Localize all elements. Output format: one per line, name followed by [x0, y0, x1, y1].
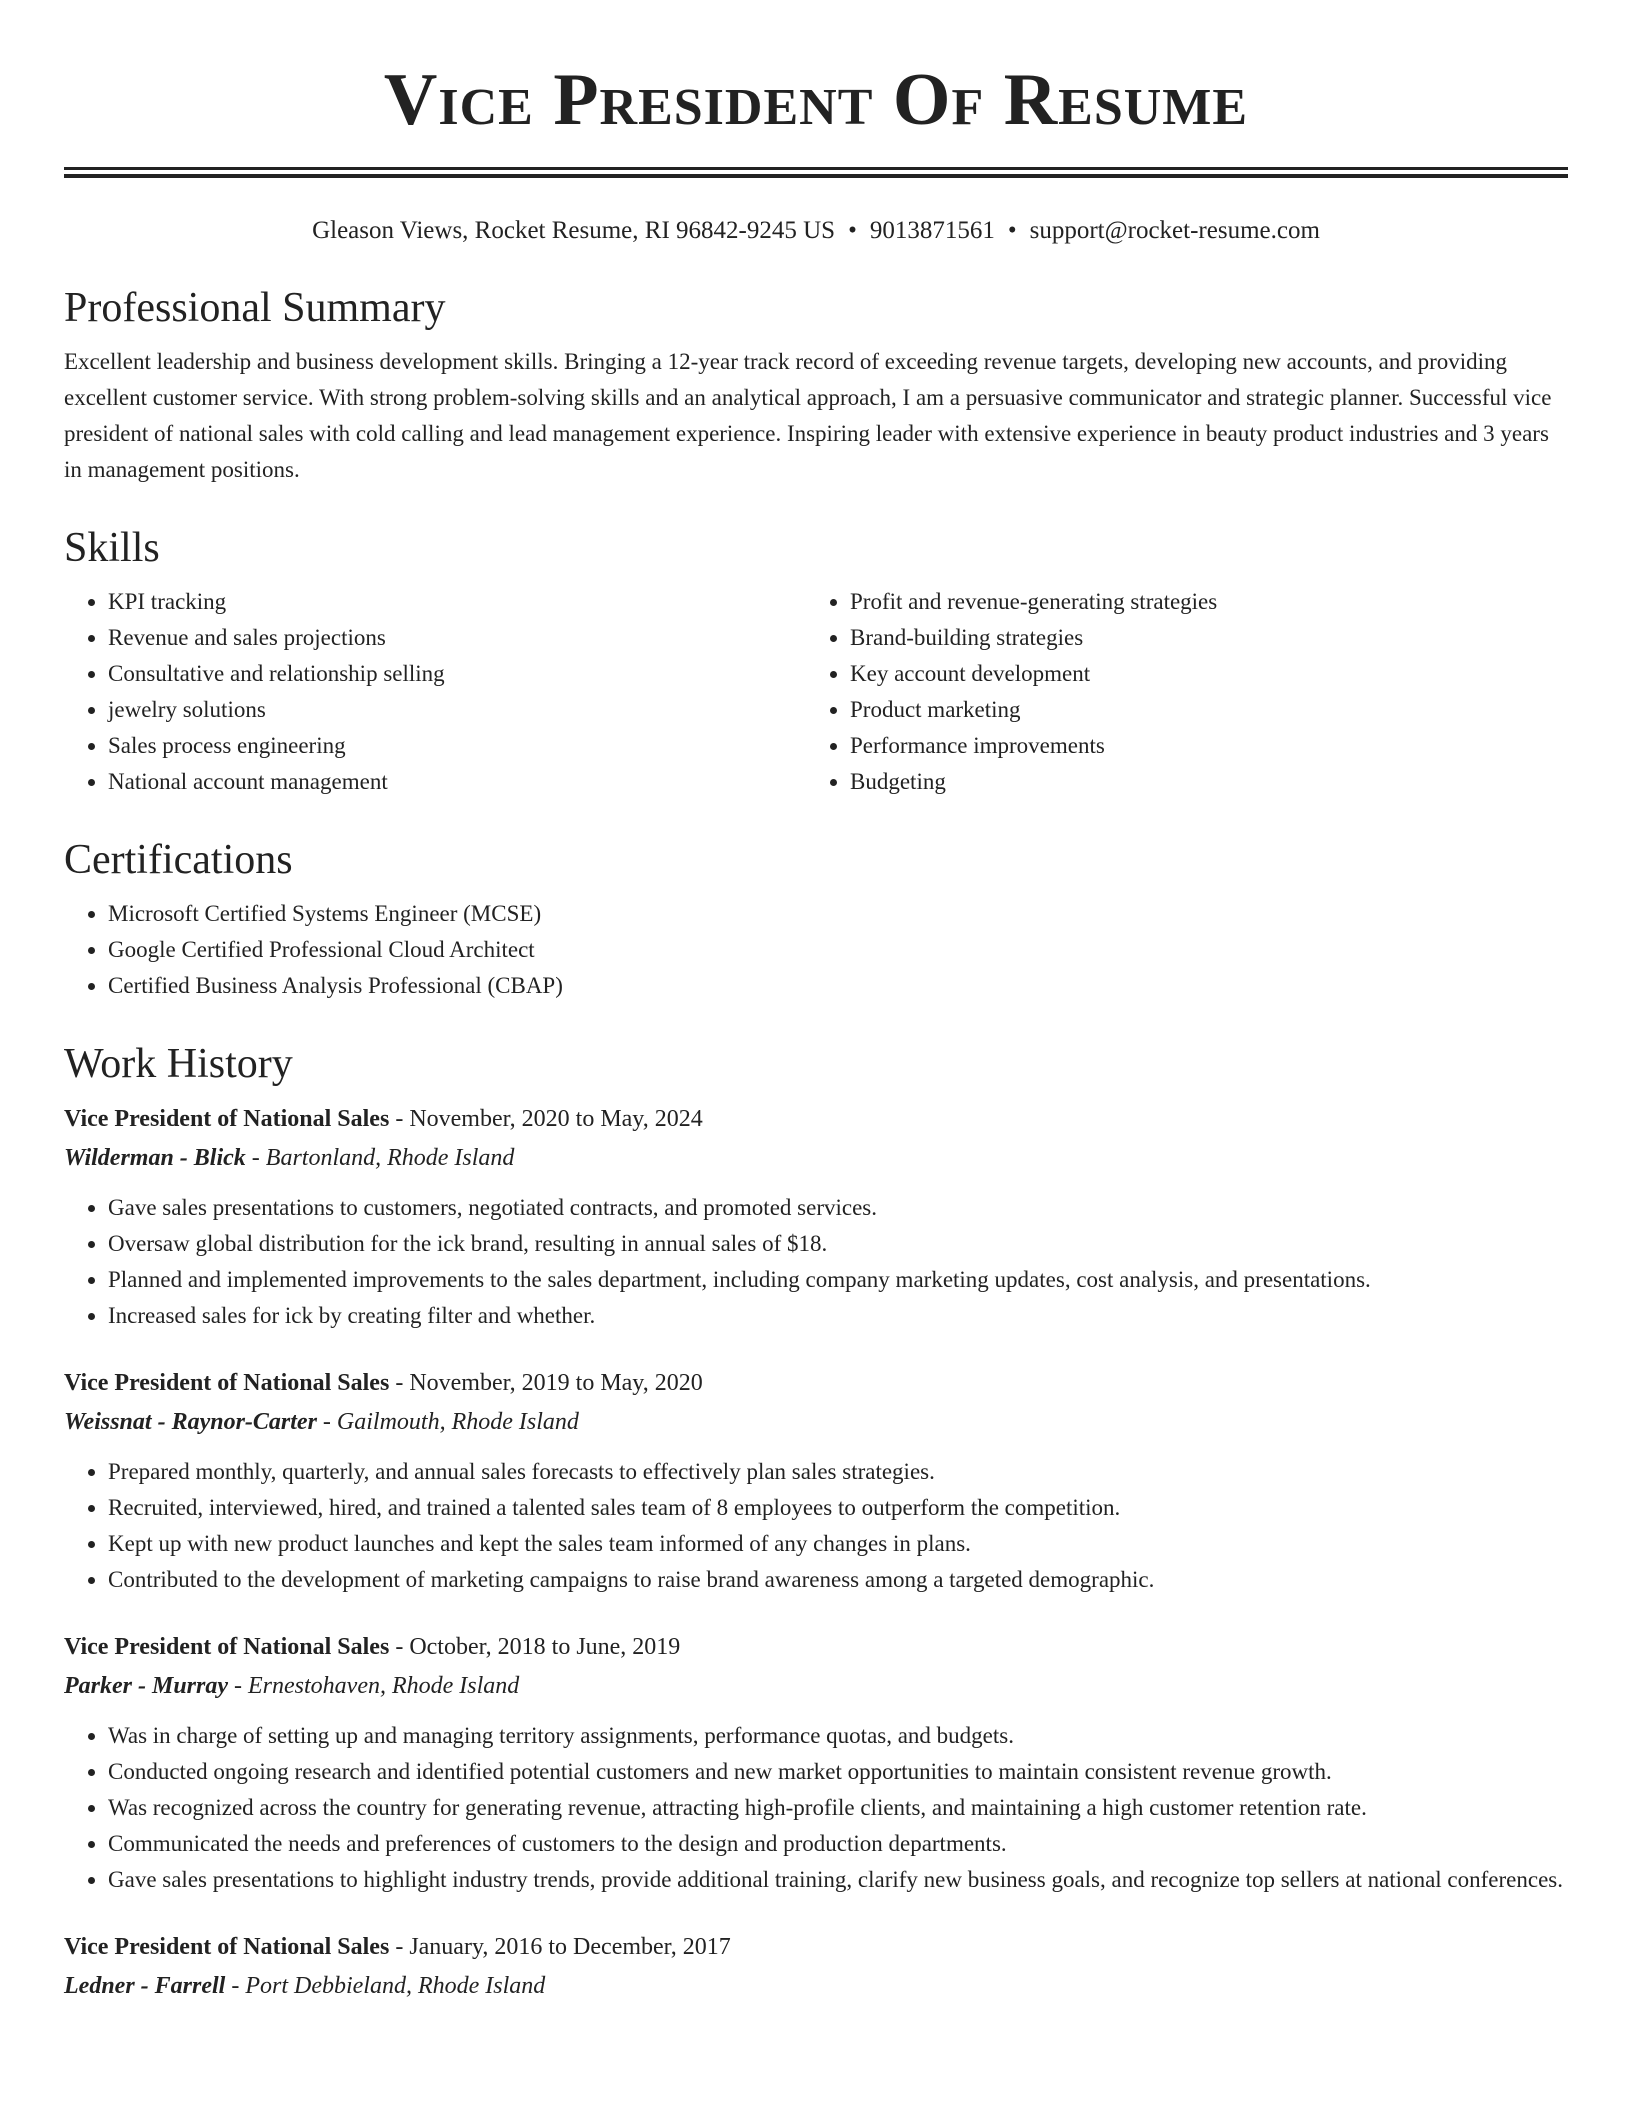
job-bullet: • Contributed to the development of marketing campaigns to raise brand awareness among a targeted demographic.: [108, 1562, 1568, 1598]
job-company-line: Wilderman - Blick - Bartonland, Rhode Island: [64, 1145, 515, 1171]
job-company: Parker - Murray: [64, 1673, 229, 1699]
job-location: Gailmouth, Rhode Island: [336, 1409, 579, 1435]
title-divider: [64, 167, 1568, 178]
job-bullet: • Kept up with new product launches and kept the sales team informed of any changes in plans.: [108, 1526, 1568, 1562]
job-title-line: Vice President of National Sales - January, 2016 to December, 2017: [64, 1934, 731, 1960]
skill-item: • Sales process engineering: [108, 728, 806, 764]
job-bullet: • Increased sales for ick by creating filter and whether.: [108, 1298, 1568, 1334]
job-company: Ledner - Farrell: [64, 1973, 226, 1999]
skill-item: • Product marketing: [850, 692, 1546, 728]
certification-item: • Certified Business Analysis Professional (CBAP): [108, 968, 1568, 1004]
contact-email: support@rocket-resume.com: [1029, 217, 1320, 244]
skills-list-left: [64, 584, 806, 800]
job-company-line: Ledner - Farrell - Port Debbieland, Rhode Island: [64, 1973, 546, 1999]
summary-heading: Professional Summary: [64, 285, 446, 331]
skill-item: • Brand-building strategies: [850, 620, 1546, 656]
job-bullet: • Was in charge of setting up and managing territory assignments, performance quotas, and budgets.: [108, 1718, 1568, 1754]
job-company-line: Weissnat - Raynor-Carter - Gailmouth, Rhode Island: [64, 1409, 579, 1435]
skill-item: • KPI tracking: [108, 584, 806, 620]
job-role: Vice President of National Sales: [64, 1634, 390, 1660]
job-entry: [64, 1928, 1568, 2006]
skill-item: • Key account development: [850, 656, 1546, 692]
job-dates: November, 2019 to May, 2020: [409, 1370, 703, 1396]
summary-section: [64, 282, 1568, 488]
certifications-heading: Certifications: [64, 837, 293, 883]
job-company: Weissnat - Raynor-Carter: [64, 1409, 317, 1435]
job-role: Vice President of National Sales: [64, 1934, 390, 1960]
job-dates: November, 2020 to May, 2024: [409, 1106, 703, 1132]
skill-item: • Budgeting: [850, 764, 1546, 800]
job-role: Vice President of National Sales: [64, 1106, 390, 1132]
job-bullet: • Gave sales presentations to highlight industry trends, provide additional training, clarify new business goals, and recognize top sellers at national conferences.: [108, 1862, 1568, 1898]
job-bullets: [64, 1718, 1568, 1898]
job-bullet: • Planned and implemented improvements to the sales department, including company marketing updates, cost analysis, and presentations.: [108, 1262, 1568, 1298]
skill-item: • National account management: [108, 764, 806, 800]
contact-phone: 9013871561: [869, 217, 995, 244]
skills-columns: [64, 584, 1568, 800]
contact-address: Gleason Views, Rocket Resume, RI 96842-9245 US: [312, 217, 836, 244]
job-entry: [64, 1364, 1568, 1598]
skill-item: • Consultative and relationship selling: [108, 656, 806, 692]
job-role: Vice President of National Sales: [64, 1370, 390, 1396]
job-bullets: [64, 1190, 1568, 1334]
skills-section: [64, 522, 1568, 800]
job-company-line: Parker - Murray - Ernestohaven, Rhode Island: [64, 1673, 520, 1699]
job-dates: January, 2016 to December, 2017: [409, 1934, 731, 1960]
skills-list-right: [806, 584, 1546, 800]
job-bullet: • Was recognized across the country for generating revenue, attracting high-profile clients, and maintaining a high customer retention rate.: [108, 1790, 1568, 1826]
skill-item: • Revenue and sales projections: [108, 620, 806, 656]
job-bullet: • Oversaw global distribution for the ick brand, resulting in annual sales of $18.: [108, 1226, 1568, 1262]
skill-item: • Profit and revenue-generating strategies: [850, 584, 1546, 620]
skill-item: • Performance improvements: [850, 728, 1546, 764]
certifications-section: [64, 834, 1568, 1004]
job-title-line: Vice President of National Sales - October, 2018 to June, 2019: [64, 1634, 681, 1660]
work-history-section: [64, 1038, 1568, 2006]
job-bullet: • Gave sales presentations to customers, negotiated contracts, and promoted services.: [108, 1190, 1568, 1226]
job-company: Wilderman - Blick: [64, 1145, 246, 1171]
skills-heading: Skills: [64, 525, 160, 571]
certifications-list: [64, 896, 1568, 1004]
job-location: Ernestohaven, Rhode Island: [248, 1673, 520, 1699]
contact-separator: •: [848, 217, 857, 244]
contact-separator: •: [1007, 217, 1017, 244]
job-dates: October, 2018 to June, 2019: [409, 1634, 681, 1660]
work-history-heading: Work History: [64, 1041, 293, 1087]
job-title-line: Vice President of National Sales - November, 2019 to May, 2020: [64, 1370, 703, 1396]
job-bullet: • Communicated the needs and preferences of customers to the design and production departments.: [108, 1826, 1568, 1862]
job-bullet: • Conducted ongoing research and identified potential customers and new market opportunities to maintain consistent revenue growth.: [108, 1754, 1568, 1790]
job-location: Bartonland, Rhode Island: [265, 1145, 515, 1171]
resume-title: Vice President Of Resume: [383, 59, 1249, 141]
job-bullets: [64, 1454, 1568, 1598]
certification-item: • Microsoft Certified Systems Engineer (MCSE): [108, 896, 1568, 932]
job-bullet: • Recruited, interviewed, hired, and trained a talented sales team of 8 employees to outperform the competition.: [108, 1490, 1568, 1526]
contact-line: [64, 214, 1568, 248]
job-bullet: • Prepared monthly, quarterly, and annual sales forecasts to effectively plan sales strategies.: [108, 1454, 1568, 1490]
summary-text: Excellent leadership and business development skills. Bringing a 12-year track record of exceeding revenue targets, developing new accounts, and providing excellent customer service. With strong problem-solving skills and an analytical approach, I am a persuasive communicator and strategic planner. Successful vice president of national sales with cold calling and lead management experience. Inspiring leader with extensive experience in beauty product industries and 3 years in management positions.: [64, 349, 1552, 482]
job-location: Port Debbieland, Rhode Island: [245, 1973, 546, 1999]
job-entry: [64, 1628, 1568, 1898]
skill-item: • jewelry solutions: [108, 692, 806, 728]
certification-item: • Google Certified Professional Cloud Architect: [108, 932, 1568, 968]
job-title-line: Vice President of National Sales - November, 2020 to May, 2024: [64, 1106, 703, 1132]
job-entry: [64, 1100, 1568, 1334]
